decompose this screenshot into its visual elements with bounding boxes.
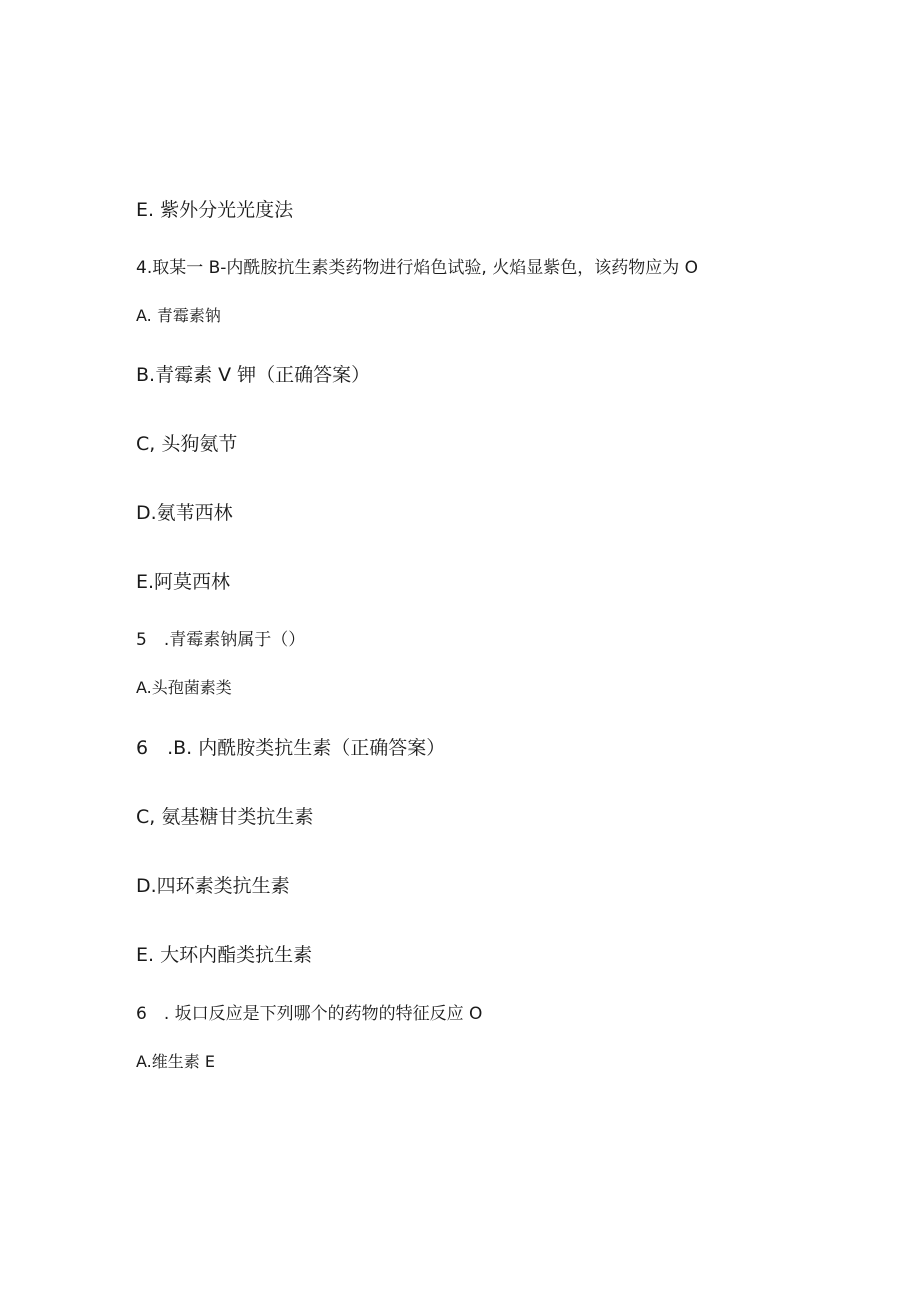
question-6-stem: 6 . 坂口反应是下列哪个的药物的特征反应 O [136,1004,483,1024]
q5-option-a: A.头孢菌素类 [136,678,232,697]
q6-option-a: A.维生素 E [136,1052,215,1071]
q5-option-d: D.四环素类抗生素 [136,875,290,897]
q4-option-c: C, 头狗氨节 [136,433,238,455]
q4-option-a: A. 青霉素钠 [136,306,221,325]
q4-option-d: D.氨苇西林 [136,502,233,524]
q5-option-e: E. 大环内酯类抗生素 [136,944,313,966]
q4-option-b: B.青霉素 V 钾（正确答案） [136,364,371,386]
q4-option-e: E.阿莫西林 [136,571,231,593]
question-4-stem: 4.取某一 B-内酰胺抗生素类药物进行焰色试验, 火焰显紫色，该药物应为 O [136,258,699,278]
question-5-stem: 5 .青霉素钠属于（） [136,630,306,650]
q5-option-c: C, 氨基糖甘类抗生素 [136,806,314,828]
q5-option-b: 6 .B. 内酰胺类抗生素（正确答案） [136,737,446,759]
option-e-uv-spectrophotometry: E. 紫外分光光度法 [136,199,294,221]
